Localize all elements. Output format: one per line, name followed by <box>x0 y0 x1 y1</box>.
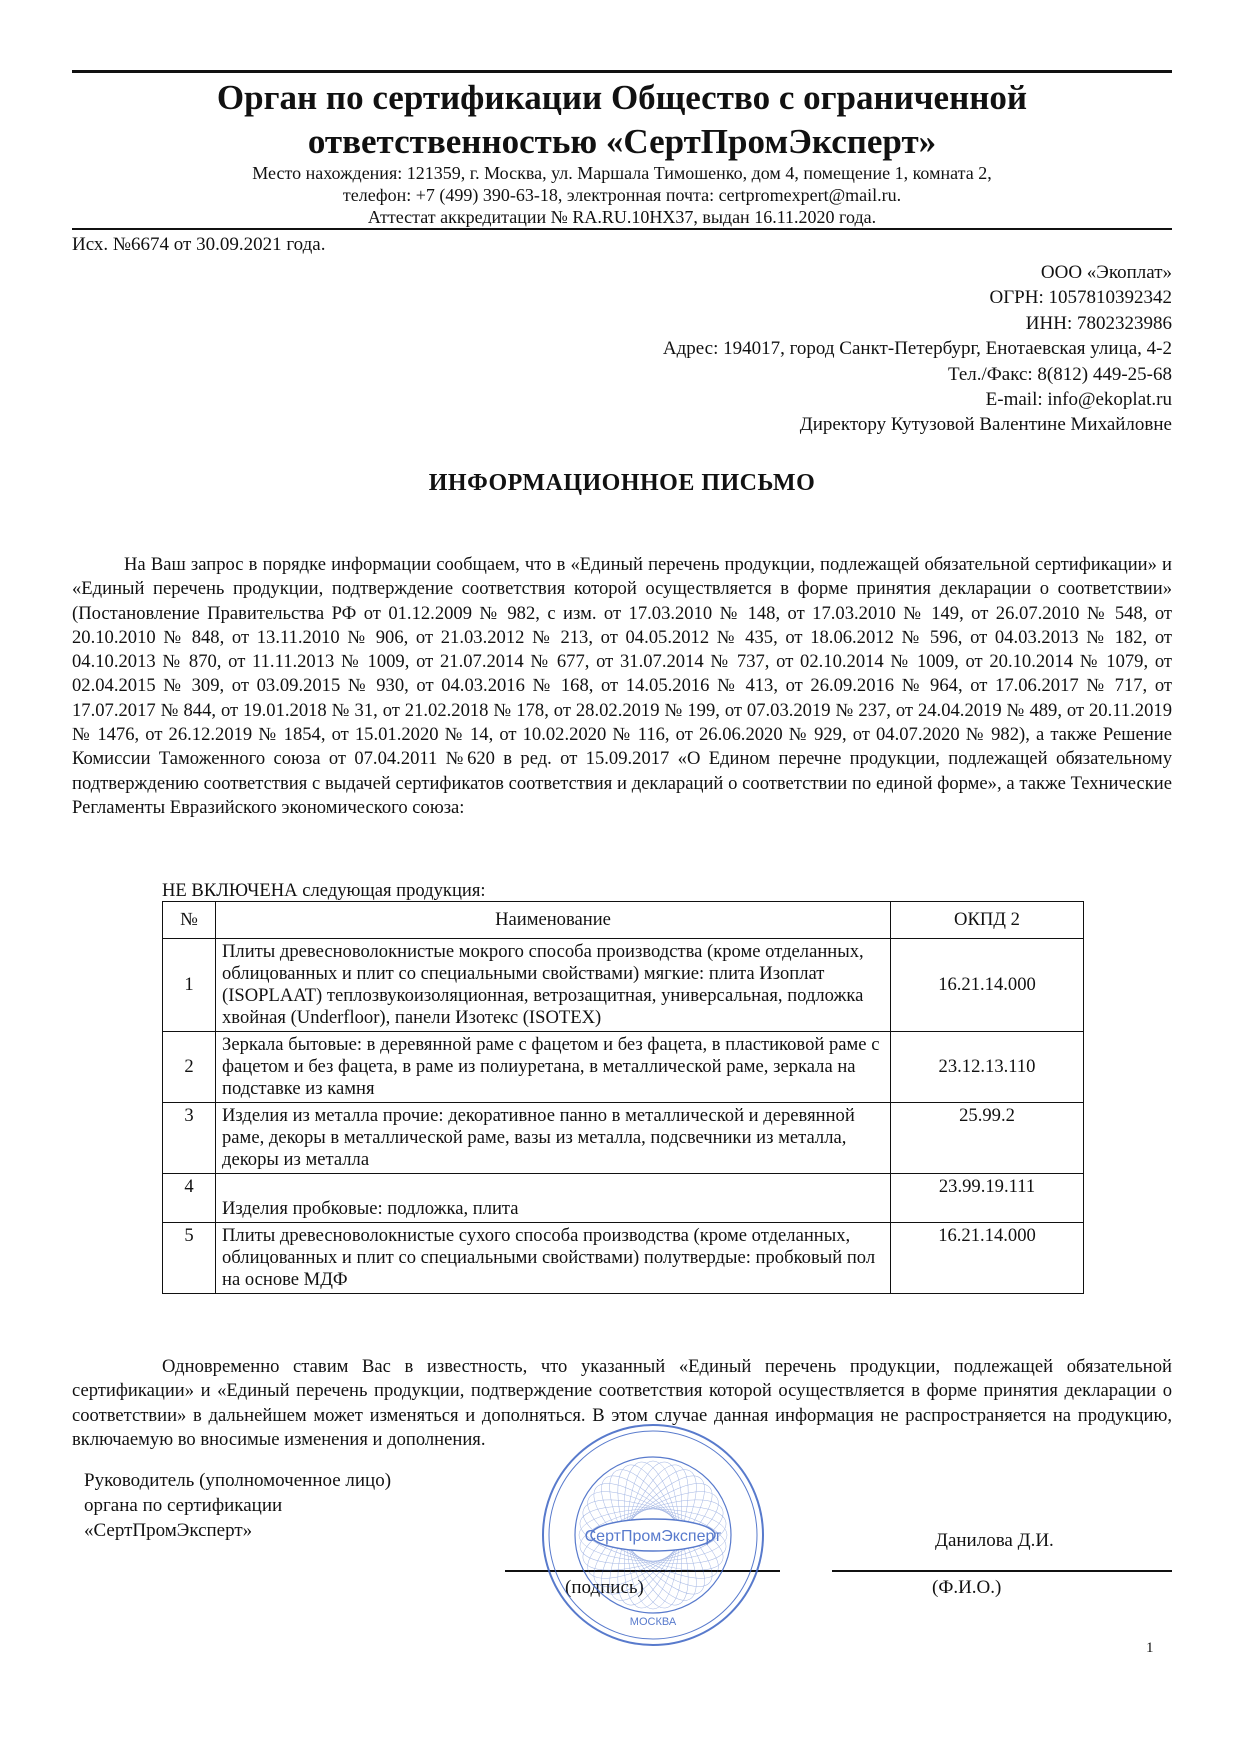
addressee-email: E-mail: info@ekoplat.ru <box>985 389 1172 411</box>
addressee-inn: ИНН: 7802323986 <box>1025 312 1172 334</box>
row-number: 4 <box>163 1174 216 1223</box>
seal-stamp <box>538 1420 768 1650</box>
excluded-products-label: НЕ ВКЛЮЧЕНА следующая продукция: <box>162 880 486 901</box>
page-number: 1 <box>1146 1640 1154 1656</box>
table-row <box>163 1103 1084 1174</box>
closing-paragraph: Одновременно ставим Вас в известность, что указанный «Единый перечень продукции, подлежащей обязательной сертификации» и «Единый перечень продукции, подтверждение соответствия которой осуществляется в форме принятия декларации о соответствии» в дальнейшем может изменяться и дополняться. В этом случае данная информация не распространяется на продукцию, включаемую во вносимые изменения и дополнения. <box>72 1356 1172 1450</box>
signatory-line-3: «СертПромЭксперт» <box>84 1520 253 1541</box>
organization-location: Место нахождения: 121359, г. Москва, ул. Маршала Тимошенко, дом 4, помещение 1, комната 2, <box>252 163 992 183</box>
organization-title-line-1: Орган по сертификации Общество с ограниченной <box>216 78 1028 117</box>
row-code: 16.21.14.000 <box>891 1223 1084 1294</box>
row-number: 3 <box>163 1103 216 1174</box>
row-number: 5 <box>163 1223 216 1294</box>
header-bottom-rule <box>72 228 1172 230</box>
row-name: Плиты древесноволокнистые сухого способа производства (кроме отделанных, облицованных и плит со специальными свойствами) полутвердые: пробковый пол на основе МДФ <box>216 1223 891 1294</box>
document-title: ИНФОРМАЦИОННОЕ ПИСЬМО <box>428 470 816 496</box>
row-number: 1 <box>163 939 216 1032</box>
addressee-company: ООО «Экоплат» <box>1040 262 1172 283</box>
seal-stamp-graphic <box>538 1420 768 1650</box>
addressee-phone: Тел./Факс: 8(812) 449-25-68 <box>947 363 1172 385</box>
addressee-block <box>472 260 1172 438</box>
row-code: 23.99.19.111 <box>891 1174 1084 1223</box>
organization-title <box>72 76 1172 164</box>
header-top-rule <box>72 70 1172 73</box>
signatory-line-2: органа по сертификации <box>84 1495 283 1516</box>
row-number: 2 <box>163 1032 216 1103</box>
outgoing-number: Исх. №6674 от 30.09.2021 года. <box>72 234 326 255</box>
table-row <box>163 1174 1084 1223</box>
organization-title-line-2: ответственностью «СертПромЭксперт» <box>307 122 937 161</box>
stamp-bottom-text: МОСКВА <box>629 1616 677 1628</box>
fio-line <box>832 1570 1172 1572</box>
header-name: Наименование <box>216 902 891 939</box>
table-row <box>163 939 1084 1032</box>
addressee-ogrn: ОГРН: 1057810392342 <box>989 287 1172 309</box>
row-code: 25.99.2 <box>891 1103 1084 1174</box>
products-table <box>162 901 1084 1294</box>
table-row <box>163 1223 1084 1294</box>
signer-name: Данилова Д.И. <box>935 1530 1054 1551</box>
row-name: Зеркала бытовые: в деревянной раме с фацетом и без фацета, в пластиковой раме с фацетом и без фацета, в раме из полиуретана, в металлической раме, зеркала на подставке из камня <box>216 1032 891 1103</box>
stamp-center-text: СертПромЭксперт <box>584 1528 722 1545</box>
row-code: 16.21.14.000 <box>891 939 1084 1032</box>
signatory-block <box>84 1468 391 1543</box>
fio-label: (Ф.И.О.) <box>932 1577 1002 1598</box>
signature-label: (подпись) <box>565 1577 644 1598</box>
signatory-line-1: Руководитель (уполномоченное лицо) <box>84 1470 392 1491</box>
row-name: Плиты древесноволокнистые мокрого способа производства (кроме отделанных, облицованных и плит со специальными свойствами) мягкие: плита Изоплат (ISOPLAAT) теплозвукоизоляционная, ветрозащитная, универсальная, подложка хвойная (Underfloor), панели Изотекс (ISOTEX) <box>216 939 891 1032</box>
addressee-director: Директору Кутузовой Валентине Михайловне <box>799 414 1172 436</box>
header-okpd: ОКПД 2 <box>891 902 1084 939</box>
row-name: Изделия пробковые: подложка, плита <box>216 1174 891 1223</box>
row-name: Изделия из металла прочие: декоративное панно в металлической и деревянной раме, декоры в металлической раме, вазы из металла, подсвечники из металла, декоры из металла <box>216 1103 891 1174</box>
table-row <box>163 1032 1084 1103</box>
body-paragraph: На Ваш запрос в порядке информации сообщаем, что в «Единый перечень продукции, подлежащей обязательной сертификации» и «Единый перечень продукции, подтверждение соответствия которой осуществляется в форме принятия декларации о соответствии» (Постановление Правительства РФ от 01.12.2009 № 982, с изм. от 17.03.2010 № 148, от 17.03.2010 № 149, от 26.07.2010 № 548, от 20.10.2010 № 848, от 13.11.2010 № 906, от 21.03.2012 № 213, от 04.05.2012 № 435, от 18.06.2012 № 596, от 04.03.2013 № 182, от 04.10.2013 № 870, от 11.11.2013 № 1009, от 21.07.2014 № 677, от 31.07.2014 № 737, от 02.10.2014 № 1009, от 20.10.2014 № 1079, от 02.04.2015 № 309, от 03.09.2015 № 930, от 04.03.2016 № 168, от 14.05.2016 № 413, от 26.09.2016 № 964, от 17.06.2017 № 717, от 17.07.2017 № 844, от 19.01.2018 № 31, от 21.02.2018 № 178, от 28.02.2019 № 199, от 07.03.2019 № 237, от 24.04.2019 № 489, от 20.11.2019 № 1476, от 26.12.2019 № 1854, от 15.01.2020 № 14, от 10.02.2020 № 116, от 26.06.2020 № 929, от 04.07.2020 № 982), а также Решение Комиссии Таможенного союза от 07.04.2011 №620 в ред. от 15.09.2017 «О Едином перечне продукции, подлежащей обязательному подтверждению соответствия с выдачей сертификатов соответствия и деклараций о соответствии по единой форме», а также Технические Регламенты Евразийского экономического союза: <box>72 554 1172 818</box>
organization-accreditation: Аттестат аккредитации № RA.RU.10НХ37, выдан 16.11.2020 года. <box>367 207 877 227</box>
header-number: № <box>163 902 216 939</box>
row-code: 23.12.13.110 <box>891 1032 1084 1103</box>
table-header-row <box>163 902 1084 939</box>
addressee-address: Адрес: 194017, город Санкт-Петербург, Енотаевская улица, 4-2 <box>662 338 1172 360</box>
organization-contacts: телефон: +7 (499) 390-63-18, электронная почта: certpromexpert@mail.ru. <box>342 185 902 205</box>
